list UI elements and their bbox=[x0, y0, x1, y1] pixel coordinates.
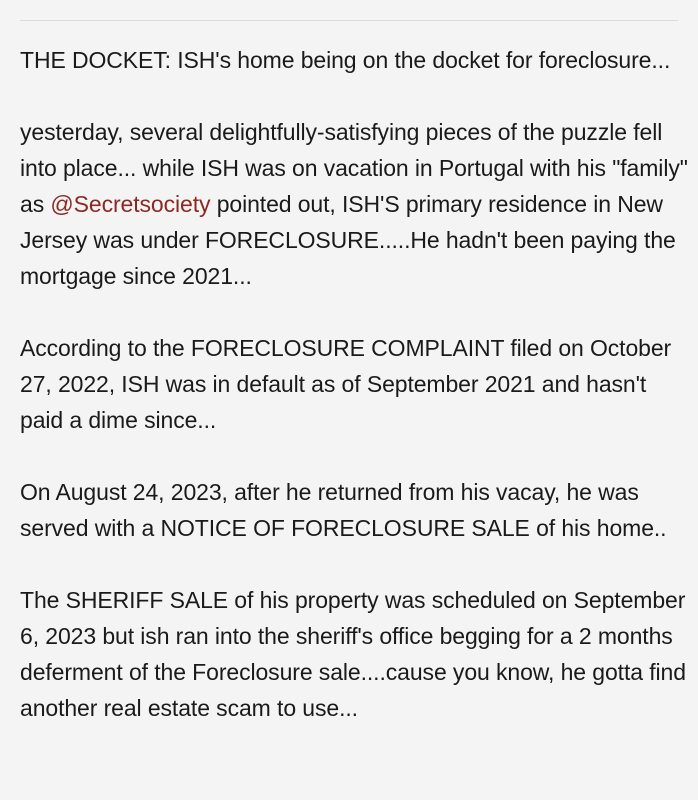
paragraph-vacation bbox=[20, 114, 692, 294]
mention-link-secretsociety[interactable]: @Secretsociety bbox=[50, 191, 211, 217]
paragraph-sheriff-sale: The SHERIFF SALE of his property was scheduled on September 6, 2023 but ish ran into the sheriff's office begging for a 2 months deferment of the Foreclosure sale....cause you know, he gotta find another real estate scam to use... bbox=[20, 587, 686, 721]
paragraph-notice: On August 24, 2023, after he returned from his vacay, he was served with a NOTICE OF FORECLOSURE SALE of his home.. bbox=[20, 479, 667, 541]
top-divider bbox=[20, 20, 678, 21]
paragraph-vacation-text-end: pointed out, ISH'S primary residence in New Jersey was under FORECLOSURE.....He hadn't been paying the mortgage since 2021... bbox=[20, 191, 676, 289]
paragraph-vacation-text-start: yesterday, several delightfully-satisfying pieces of the puzzle fell into place... while ISH was on vacation in Portugal with his "family" as bbox=[20, 119, 688, 217]
paragraph-complaint: According to the FORECLOSURE COMPLAINT filed on October 27, 2022, ISH was in default as of September 2021 and hasn't paid a dime since... bbox=[20, 335, 672, 433]
post-body bbox=[20, 42, 692, 762]
paragraph-docket: THE DOCKET: ISH's home being on the docket for foreclosure... bbox=[20, 47, 671, 73]
